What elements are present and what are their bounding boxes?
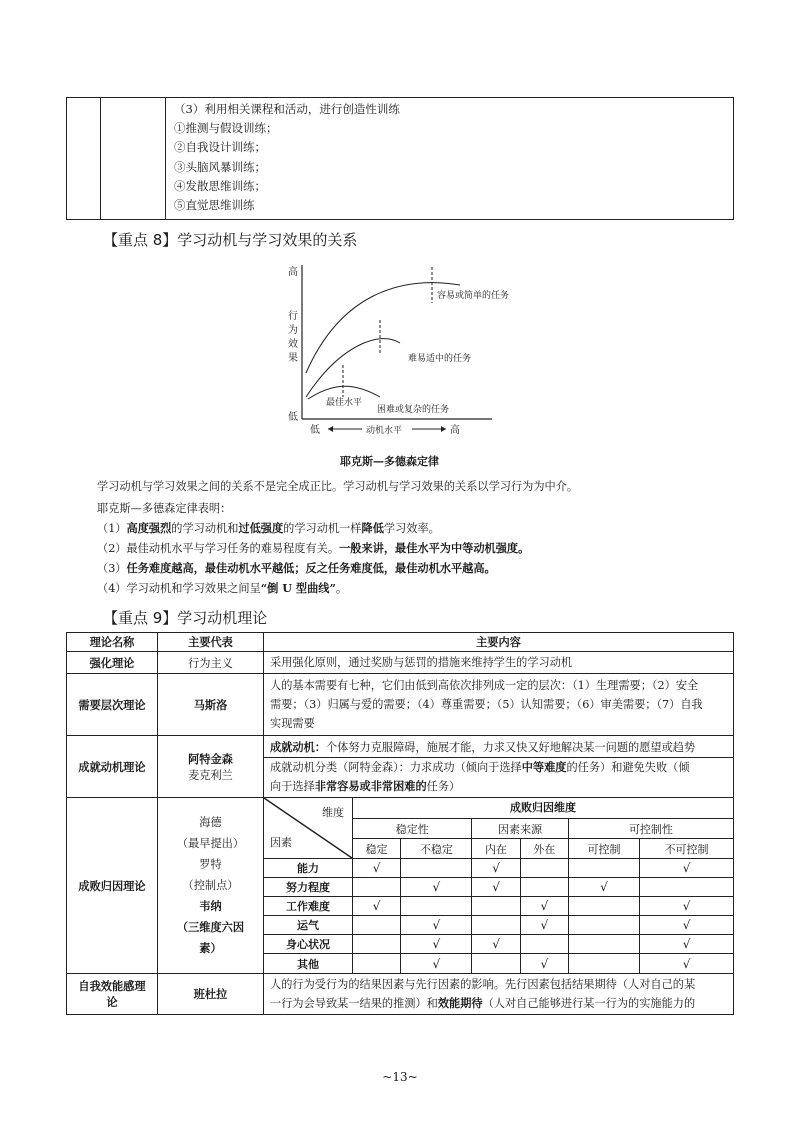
check-mark: √ (372, 899, 381, 914)
x-low-label: 低 (310, 425, 320, 436)
text: 的学习动机和 (171, 522, 239, 535)
bold-text: 效能期待 (437, 996, 483, 1010)
x-arrow-right-head (441, 426, 446, 432)
table-row (264, 954, 733, 973)
mark-cell (640, 954, 733, 973)
rep-name: 麦克利兰 (188, 768, 233, 782)
factor-label: 工作难度 (264, 897, 353, 916)
mark-cell (472, 897, 520, 916)
mark-cell (353, 878, 401, 897)
rep-note: （三维度六因 (176, 920, 245, 934)
name-line: 自我效能感理 (78, 979, 146, 993)
name-line: 论 (106, 995, 118, 1009)
curve-medium-task (306, 339, 400, 397)
content-line: 需要；（3）归属与爱的需要；（4）尊重需要；（5）认知需要；（6）审美需要；（7）自我 (270, 698, 703, 711)
theory-rep: 行为主义 (158, 652, 264, 674)
check-mark: √ (682, 956, 691, 971)
attribution-dimension-cell (264, 798, 734, 974)
rep-name: 韦纳 (199, 899, 222, 913)
attribution-dimension-table (264, 798, 733, 973)
text: （3） (97, 562, 127, 575)
mark-cell (640, 859, 733, 878)
mark-cell (520, 916, 568, 935)
check-mark: √ (682, 899, 691, 914)
theory-content (264, 674, 734, 736)
theory-content: 采用强化原则，通过奖励与惩罚的措施来维持学生的学习动机 (264, 652, 734, 674)
top-continuation-table (66, 97, 734, 220)
table-row (264, 897, 733, 916)
check-mark: √ (682, 861, 691, 876)
bold-text: 降低 (361, 521, 384, 535)
mark-cell (472, 859, 520, 878)
section8-title: 【重点 8】学习动机与学习效果的关系 (103, 231, 358, 249)
mark-cell (401, 935, 472, 954)
sub-dimension-header: 外在 (520, 839, 568, 859)
mark-cell (401, 878, 472, 897)
bold-text: “倒 U 型曲线” (260, 581, 336, 595)
theory-name (67, 974, 158, 1015)
mark-cell (401, 916, 472, 935)
sub-dimension-header: 可控制 (568, 839, 639, 859)
mark-cell (353, 897, 401, 916)
header-cell: 理论名称 (67, 633, 158, 652)
y-axis-label-char: 行 (288, 311, 298, 322)
list-item: ④发散思维训练； (174, 178, 266, 193)
check-mark: √ (540, 899, 549, 914)
theory-name: 强化理论 (67, 652, 158, 674)
mark-cell (568, 878, 639, 897)
mark-cell (401, 954, 472, 973)
bold-text: 成就动机： (270, 739, 326, 754)
check-mark: √ (432, 956, 441, 971)
list-item: ③头脑风暴训练； (174, 159, 266, 174)
corner-top-label: 维度 (322, 806, 344, 820)
rep-note: （控制点） (182, 879, 239, 892)
empty-cell (101, 98, 166, 220)
corner-cell (264, 798, 353, 859)
sub-dimension-header: 不稳定 (401, 839, 472, 859)
y-low-label: 低 (288, 412, 298, 423)
header-cell: 主要内容 (264, 633, 734, 652)
mark-cell (640, 878, 733, 897)
easy-task-label: 容易或简单的任务 (437, 291, 510, 301)
text: 成就动机分类（阿特金森）：力求成功（倾向于选择 (270, 760, 522, 774)
section9-title: 【重点 9】学习动机理论 (103, 609, 268, 627)
bold-text: 非常容易或非常困难的 (314, 778, 427, 793)
paragraph: 学习动机与学习效果之间的关系不是完全成正比。学习动机与学习效果的关系以学习行为为中介。 (97, 480, 579, 493)
check-mark: √ (432, 937, 441, 952)
text: 个体努力克服障碍，施展才能，力求又快又好地解决某一问题的愿望或趋势 (325, 740, 696, 754)
bold-text: 任务难度越高，最佳动机水平越低；反之任务难度低，最佳动机水平越高。 (126, 561, 496, 575)
rep-note: （最早提出） (176, 837, 245, 850)
text: （人对自己能够进行某一行为的实施能力的 (482, 997, 696, 1010)
x-axis-label: 动机水平 (366, 426, 403, 436)
text: 学习效率。 (383, 522, 440, 535)
theory-name: 成就动机理论 (67, 736, 158, 798)
text: （1） (97, 522, 127, 535)
check-mark: √ (432, 918, 441, 933)
text: 的任务）和避免失败（倾 (566, 760, 690, 774)
mark-cell (640, 897, 733, 916)
table-row (264, 878, 733, 897)
optimum-label: 最佳水平 (326, 398, 363, 408)
theory-rep: 马斯洛 (158, 674, 264, 736)
check-mark: √ (682, 937, 691, 952)
mark-cell (520, 897, 568, 916)
content-line (264, 757, 733, 777)
mark-cell (520, 878, 568, 897)
list-intro: （3）利用相关课程和活动，进行创造性训练 (174, 102, 400, 116)
list-item: ⑤直觉思维训练 (174, 198, 255, 213)
theory-rep: 班杜拉 (158, 974, 264, 1015)
check-mark: √ (372, 861, 381, 876)
table-row (264, 859, 733, 878)
y-axis-label-char: 效 (288, 339, 298, 350)
mark-cell (353, 916, 401, 935)
text: 任务） (426, 779, 461, 793)
theory-name: 成败归因理论 (67, 798, 158, 974)
dimension-header: 稳定性 (353, 819, 472, 839)
dimension-header: 可控制性 (568, 819, 733, 839)
attribution-title (353, 798, 734, 819)
point-1 (97, 520, 440, 536)
check-mark: √ (540, 918, 549, 933)
text: （2）最佳动机水平与学习任务的难易程度有关。 (97, 542, 340, 555)
dimension-header: 因素来源 (472, 819, 568, 839)
factor-label: 能力 (264, 859, 353, 878)
sub-dimension-header: 不可控制 (640, 839, 733, 859)
mark-cell (472, 916, 520, 935)
medium-task-label: 难易适中的任务 (408, 354, 472, 364)
factor-label: 身心状况 (264, 935, 353, 954)
y-axis-label-char: 为 (288, 325, 298, 336)
rep-name: 阿特金森 (188, 751, 233, 766)
x-arrow-left-head (328, 426, 333, 432)
content-line: 人的行为受行为的结果因素与先行因素的影响。先行因素包括结果期待（人对自己的某 (270, 978, 696, 991)
mark-cell (568, 916, 639, 935)
check-mark: √ (492, 861, 500, 876)
theory-content (264, 736, 734, 798)
table-row (264, 935, 733, 954)
point-4 (97, 580, 347, 596)
content-line: 人的基本需要有七种，它们由低到高依次排列成一定的层次：（1）生理需要；（2）安全 (270, 679, 699, 692)
point-2 (97, 540, 529, 556)
rep-note: 素） (199, 941, 222, 955)
theory-rep (158, 736, 264, 798)
check-mark: √ (492, 880, 500, 895)
hard-task-label: 困难或复杂的任务 (377, 405, 450, 415)
check-mark: √ (492, 937, 500, 952)
text: 一行为会导致某一结果的推测）和 (270, 997, 438, 1010)
content-line (270, 994, 727, 1013)
bold-text: 中等难度 (521, 759, 567, 774)
page-number: ~13~ (382, 1070, 418, 1084)
mark-cell (401, 859, 472, 878)
check-mark: √ (682, 918, 691, 933)
theory-name: 需要层次理论 (67, 674, 158, 736)
list-item: ②自我设计训练； (174, 140, 266, 155)
rep-name: 海德 (199, 816, 222, 829)
mark-cell (472, 878, 520, 897)
mark-cell (568, 859, 639, 878)
sub-dimension-header: 稳定 (353, 839, 401, 859)
y-axis-label (288, 310, 298, 364)
factor-label: 其他 (264, 954, 353, 973)
mark-cell (640, 935, 733, 954)
content-line: 实现需要 (270, 717, 315, 730)
text: 向于选择 (270, 779, 315, 793)
title-text: 成败归因维度 (510, 801, 576, 815)
yerkes-dodson-chart (270, 255, 540, 445)
creative-training-list (166, 98, 734, 220)
check-mark: √ (432, 880, 441, 895)
text: （4）学习动机和学习效果之间呈 (97, 582, 261, 595)
bold-text: 过低强度 (238, 521, 284, 535)
rep-name: 罗特 (199, 858, 222, 871)
paragraph: 耶克斯—多德森定律表明： (97, 502, 232, 515)
text: 的学习动机一样 (283, 522, 362, 535)
empty-cell (67, 98, 101, 220)
y-high-label: 高 (288, 267, 298, 278)
bold-text: 一般来讲，最佳水平为中等动机强度。 (339, 541, 530, 555)
mark-cell (568, 935, 639, 954)
check-mark: √ (540, 956, 549, 971)
chart-caption: 耶克斯—多德森定律 (340, 455, 439, 468)
point-3 (97, 560, 496, 576)
header-cell: 主要代表 (158, 633, 264, 652)
content-line (270, 777, 727, 796)
y-axis-label-char: 果 (288, 353, 298, 364)
corner-bottom-label: 因素 (270, 836, 292, 850)
theory-content (264, 974, 734, 1015)
mark-cell (353, 935, 401, 954)
sub-dimension-header: 内在 (472, 839, 520, 859)
mark-cell (568, 897, 639, 916)
mark-cell (520, 935, 568, 954)
mark-cell (353, 954, 401, 973)
mark-cell (472, 954, 520, 973)
text: 。 (335, 582, 348, 595)
table-row (264, 916, 733, 935)
list-item: ①推测与假设训练； (174, 121, 278, 136)
mark-cell (353, 859, 401, 878)
mark-cell (520, 859, 568, 878)
theory-rep (158, 798, 264, 974)
mark-cell (640, 916, 733, 935)
check-mark: √ (600, 880, 608, 895)
bold-text: 高度强烈 (126, 521, 172, 535)
mark-cell (472, 935, 520, 954)
motivation-theory-table (66, 632, 734, 1015)
x-high-label: 高 (450, 425, 460, 436)
mark-cell (401, 897, 472, 916)
mark-cell (568, 954, 639, 973)
mark-cell (520, 954, 568, 973)
factor-label: 努力程度 (264, 878, 353, 897)
content-line (270, 738, 727, 757)
factor-label: 运气 (264, 916, 353, 935)
